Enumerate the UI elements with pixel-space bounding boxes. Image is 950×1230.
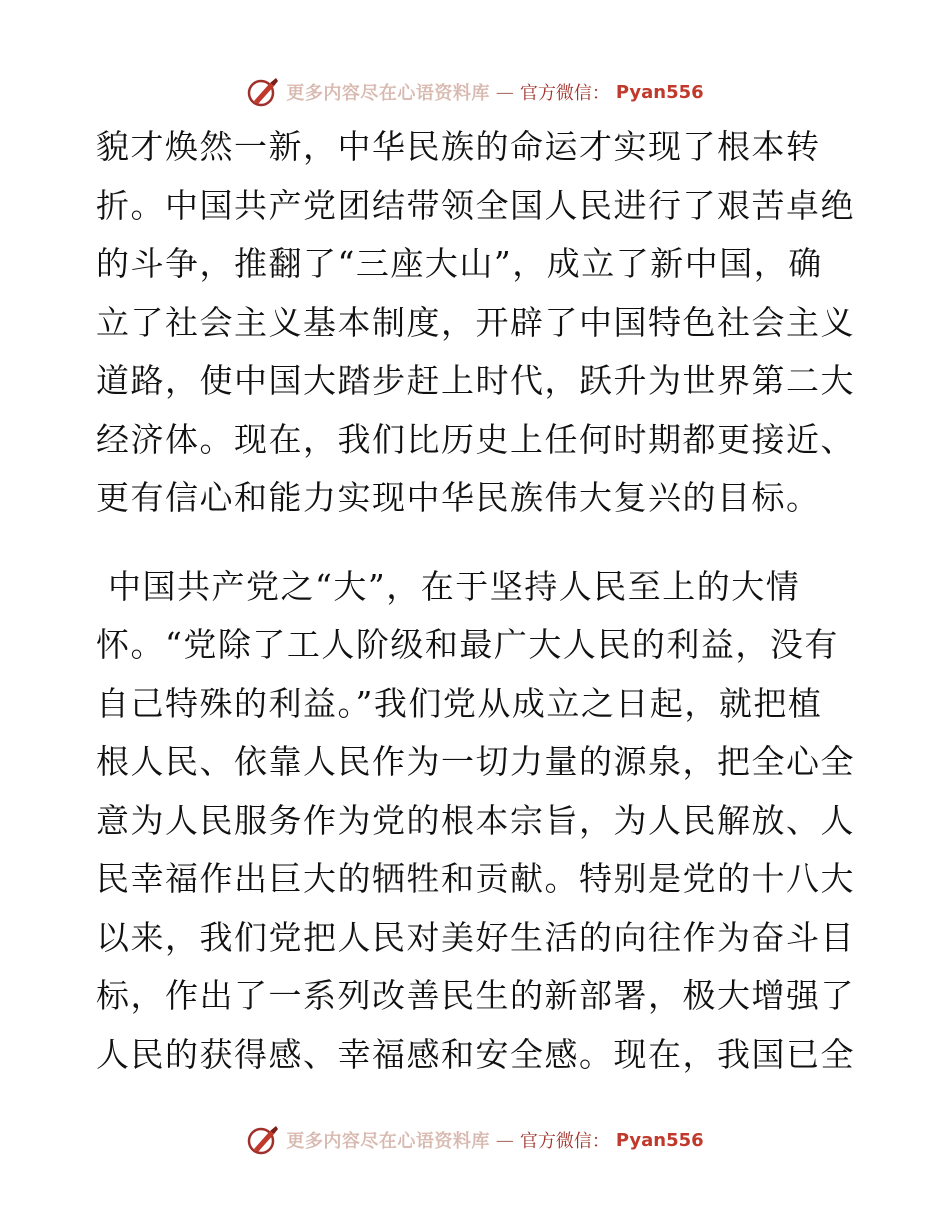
header-watermark <box>0 72 950 112</box>
text-line: 经济体。现在，我们比历史上任何时期都更接近、 <box>96 419 855 459</box>
text-line: 道路，使中国大踏步赶上时代，跃升为世界第二大 <box>96 361 855 400</box>
text-line: 貌才焕然一新，中华民族的命运才实现了根本转 <box>96 127 821 166</box>
watermark-contact-label: 官方微信： <box>519 83 610 104</box>
text-line: 更有信心和能力实现中华民族伟大复兴的目标。 <box>96 478 821 517</box>
text-line: 立了社会主义基本制度，开辟了中国特色社会主义 <box>96 302 855 342</box>
text-line: 自己特殊的利益。”我们党从成立之日起，就把植 <box>96 683 823 723</box>
footer-watermark <box>0 1120 950 1160</box>
text-line: 中国共产党之“大”，在于坚持人民至上的大情 <box>96 566 801 606</box>
watermark-separator: — <box>495 81 514 103</box>
text-line: 民幸福作出巨大的牺牲和贡献。特别是党的十八大 <box>96 859 855 898</box>
text-line: 的斗争，推翻了“三座大山”，成立了新中国，确 <box>96 244 823 283</box>
text-line: 怀。“党除了工人阶级和最广大人民的利益，没有 <box>96 625 839 664</box>
text-line: 根人民、依靠人民作为一切力量的源泉，把全心全 <box>96 742 855 781</box>
watermark-contact-id: Pyan556 <box>615 1129 704 1151</box>
pen-circle-logo-icon <box>246 1123 280 1157</box>
text-line: 标，作出了一系列改善民生的新部署，极大增强了 <box>96 976 855 1015</box>
watermark-contact-label: 官方微信： <box>519 1131 610 1152</box>
pen-circle-logo-icon <box>246 75 280 109</box>
paragraph-gap <box>96 528 856 558</box>
watermark-contact-id: Pyan556 <box>615 81 704 103</box>
watermark-brand: 更多内容尽在心语资料库 <box>286 1131 490 1152</box>
text-line: 人民的获得感、幸福感和安全感。现在，我国已全 <box>96 1034 855 1074</box>
document-body <box>96 118 856 1143</box>
watermark-brand: 更多内容尽在心语资料库 <box>286 83 490 104</box>
text-line: 折。中国共产党团结带领全国人民进行了艰苦卓绝 <box>96 185 855 225</box>
paragraph <box>96 118 856 528</box>
text-line: 意为人民服务作为党的根本宗旨，为人民解放、人 <box>96 800 855 840</box>
watermark-separator: — <box>495 1129 514 1151</box>
text-line: 以来，我们党把人民对美好生活的向往作为奋斗目 <box>96 917 855 957</box>
paragraph <box>96 558 856 1143</box>
